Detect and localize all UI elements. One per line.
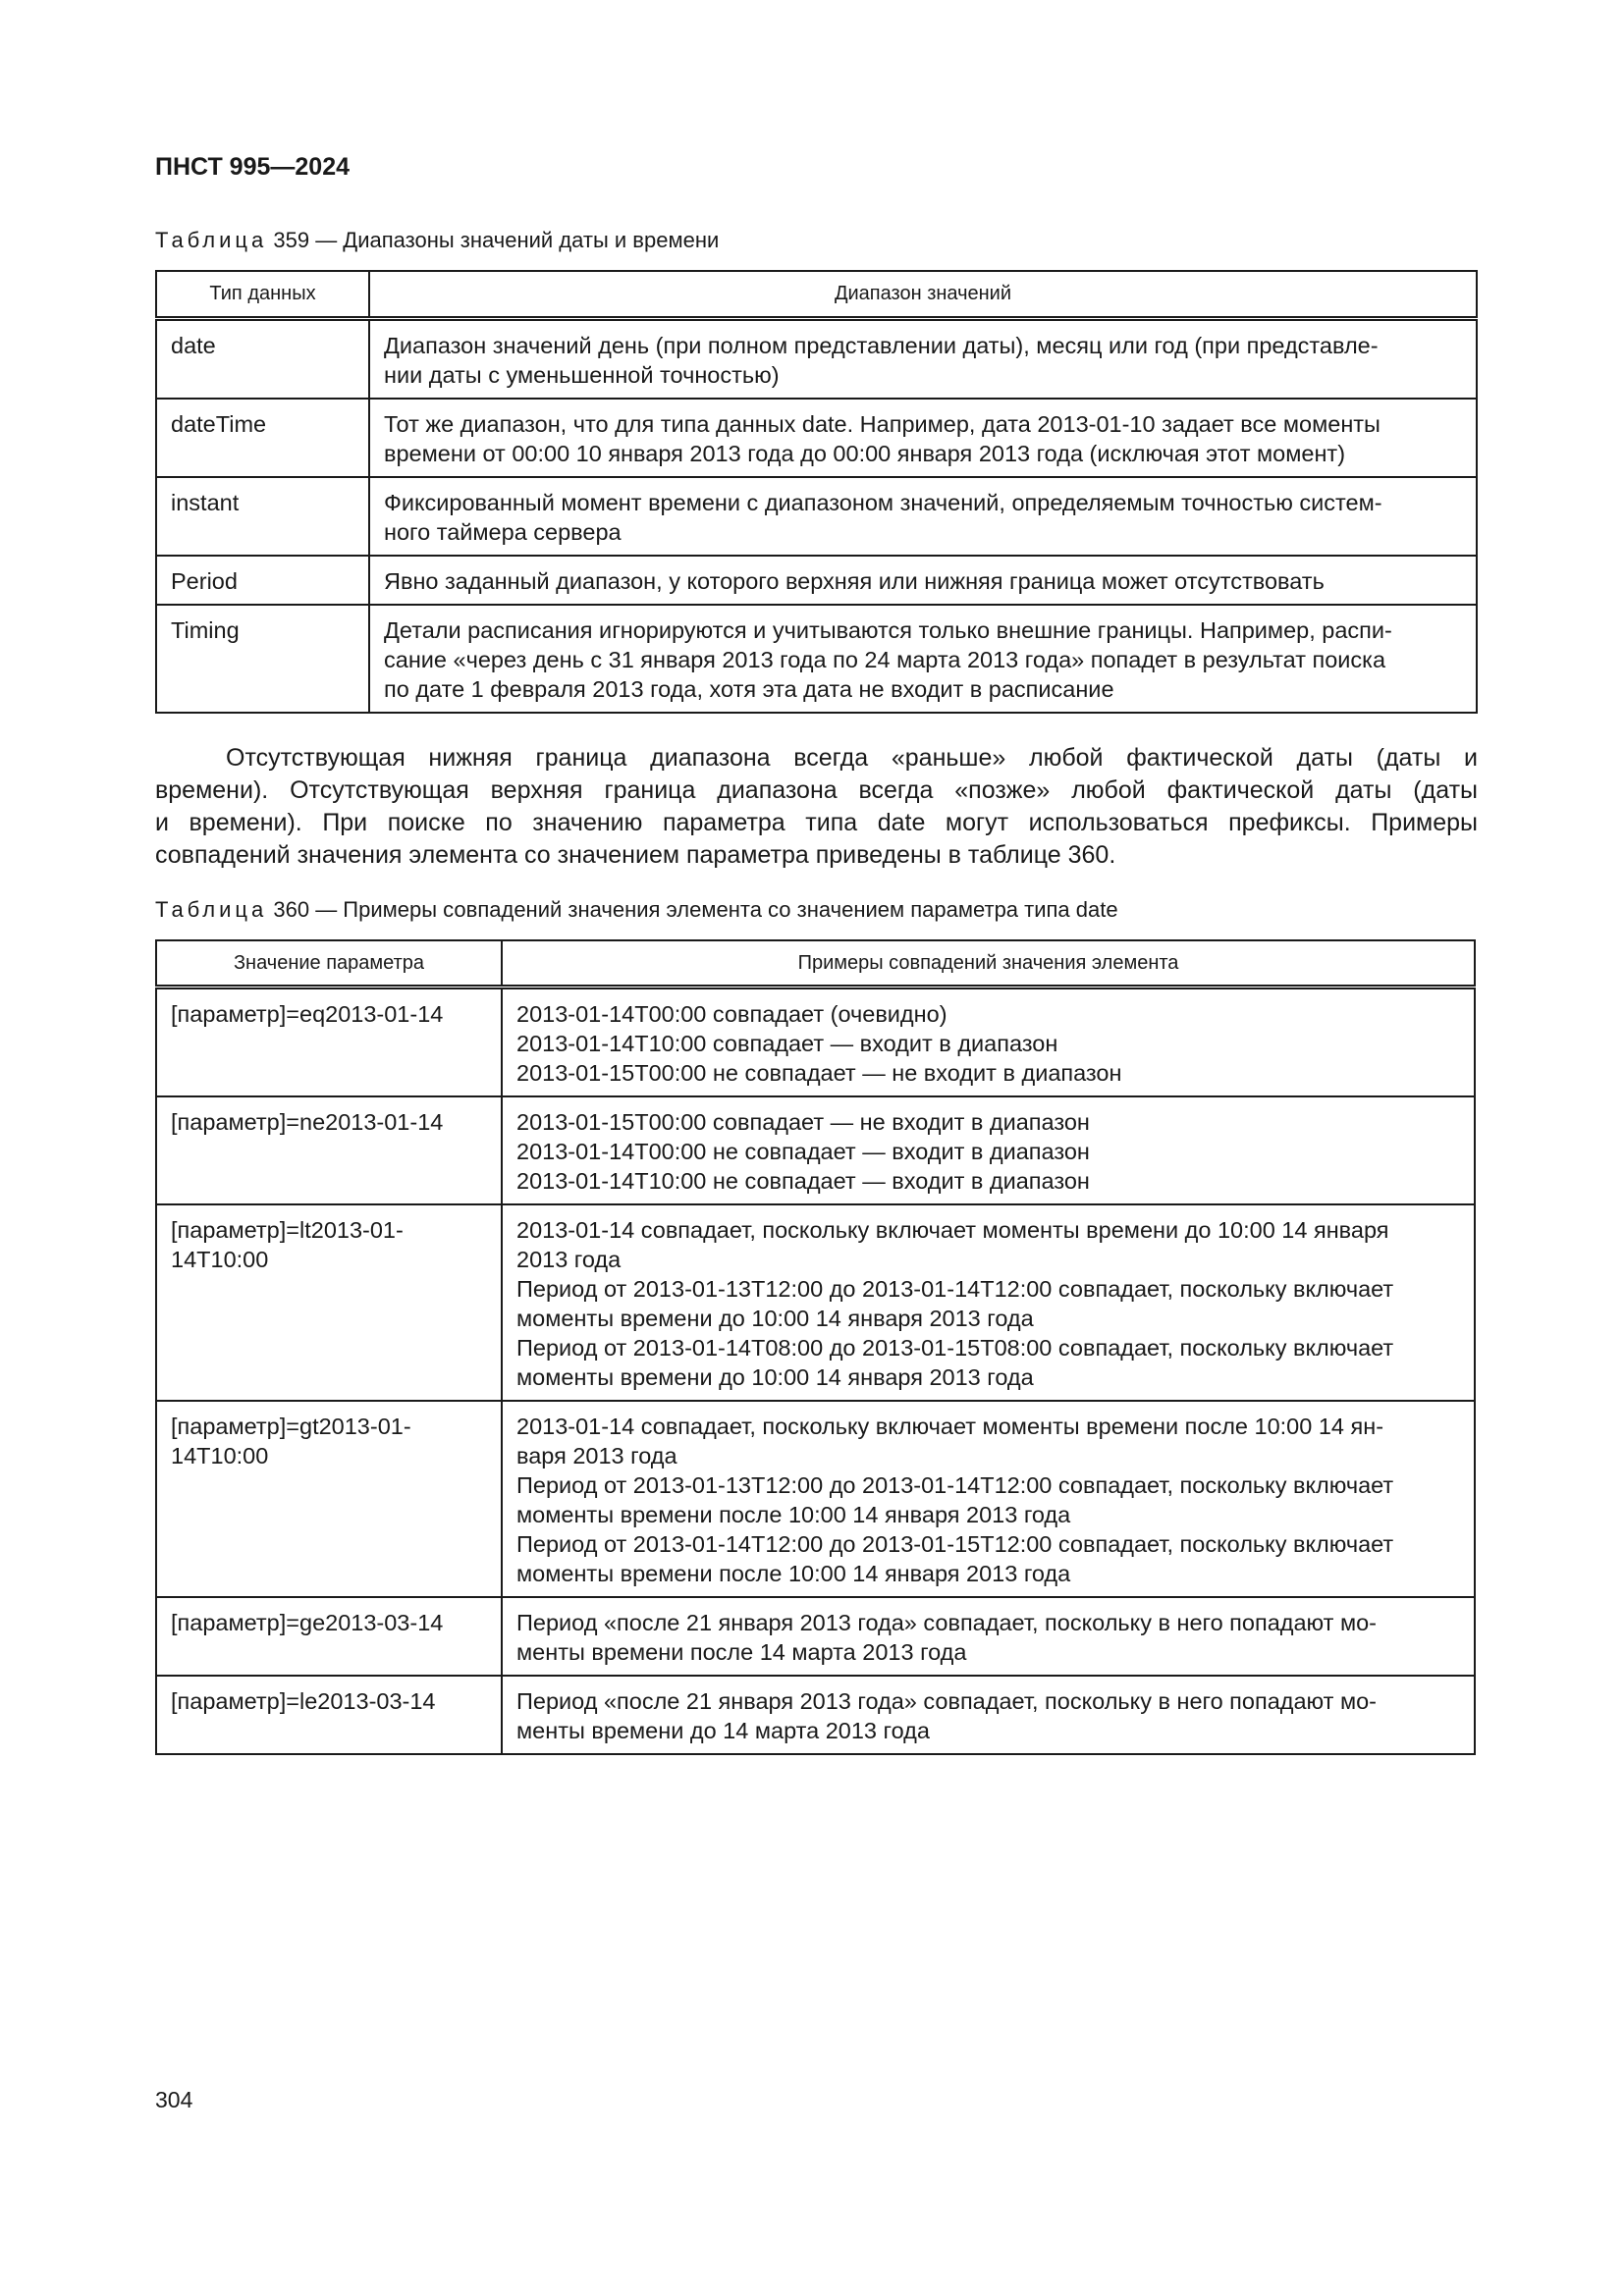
table-359 [155, 270, 1478, 714]
cell-line: 2013-01-14T00:00 совпадает (очевидно) [516, 1000, 947, 1027]
cell-line: 2013-01-14 совпадает, поскольку включает моменты времени до 10:00 14 января [516, 1216, 1389, 1243]
body-paragraph [155, 742, 1478, 872]
cell-line: Период «после 21 января 2013 года» совпадает, поскольку в него попадают мо- [516, 1609, 1378, 1635]
table-360 [155, 939, 1476, 1755]
cell-line: [параметр]=eq2013-01-14 [171, 1000, 444, 1027]
value-range-cell [369, 605, 1477, 713]
match-examples-cell [502, 1096, 1475, 1204]
cell-line: Период от 2013-01-13T12:00 до 2013-01-14T12:00 совпадает, поскольку включает [516, 1471, 1394, 1498]
table-row [156, 605, 1477, 713]
caption-label: Таблица [155, 228, 268, 252]
cell-line: моменты времени до 10:00 14 января 2013 года [516, 1305, 1034, 1331]
data-type-cell: dateTime [156, 399, 369, 477]
cell-line: Период «после 21 января 2013 года» совпадает, поскольку в него попадают мо- [516, 1687, 1378, 1714]
cell-line: времени от 00:00 10 января 2013 года до 00:00 января 2013 года (исключая этот момент) [384, 440, 1346, 466]
caption-text: 359 — Диапазоны значений даты и времени [267, 228, 720, 252]
value-range-cell [369, 477, 1477, 556]
paragraph-line: Отсутствующая нижняя граница диапазона всегда «раньше» любой фактической даты (даты и [226, 744, 1478, 772]
cell-line: 14T10:00 [171, 1442, 269, 1468]
cell-line: Диапазон значений день (при полном представлении даты), месяц или год (при представле- [384, 332, 1379, 358]
cell-line: [параметр]=gt2013-01- [171, 1413, 411, 1439]
parameter-value-cell [156, 1096, 502, 1204]
table-row [156, 1204, 1475, 1401]
cell-line: 2013-01-14 совпадает, поскольку включает моменты времени после 10:00 14 ян- [516, 1413, 1384, 1439]
cell-line: нии даты с уменьшенной точностью) [384, 361, 780, 388]
data-type-cell: date [156, 318, 369, 399]
table-359-caption [155, 228, 719, 253]
caption-text: 360 — Примеры совпадений значения элемента со значением параметра типа date [267, 897, 1118, 922]
cell-line: [параметр]=lt2013-01- [171, 1216, 404, 1243]
column-header-parameter: Значение параметра [156, 940, 502, 987]
cell-line: 2013-01-14T10:00 не совпадает — входит в диапазон [516, 1167, 1090, 1194]
cell-line: 2013-01-14T10:00 совпадает — входит в диапазон [516, 1030, 1058, 1056]
cell-line: Период от 2013-01-13T12:00 до 2013-01-14T12:00 совпадает, поскольку включает [516, 1275, 1394, 1302]
cell-line: Явно заданный диапазон, у которого верхняя или нижняя граница может отсутствовать [384, 567, 1325, 594]
match-examples-cell [502, 987, 1475, 1096]
cell-line: Период от 2013-01-14T08:00 до 2013-01-15T08:00 совпадает, поскольку включает [516, 1334, 1394, 1361]
paragraph-line: времени). Отсутствующая верхняя граница диапазона всегда «позже» любой фактической даты (даты [155, 776, 1478, 804]
table-360-caption [155, 897, 1118, 923]
cell-line: ного таймера сервера [384, 518, 622, 545]
cell-line: менты времени после 14 марта 2013 года [516, 1638, 967, 1665]
cell-line: 2013-01-15T00:00 не совпадает — не входит в диапазон [516, 1059, 1122, 1086]
table-row [156, 399, 1477, 477]
table-row [156, 1597, 1475, 1676]
parameter-value-cell [156, 1204, 502, 1401]
table-row [156, 1401, 1475, 1597]
cell-line: 2013 года [516, 1246, 622, 1272]
parameter-value-cell [156, 1597, 502, 1676]
cell-line: 2013-01-15T00:00 совпадает — не входит в диапазон [516, 1108, 1090, 1135]
cell-line: моменты времени после 10:00 14 января 2013 года [516, 1501, 1071, 1527]
match-examples-cell [502, 1676, 1475, 1754]
cell-line: по дате 1 февраля 2013 года, хотя эта дата не входит в расписание [384, 675, 1114, 702]
cell-line: 14T10:00 [171, 1246, 269, 1272]
paragraph-line: совпадений значения элемента со значением параметра приведены в таблице 360. [155, 841, 1116, 869]
parameter-value-cell [156, 987, 502, 1096]
table-row [156, 556, 1477, 605]
column-header-type: Тип данных [156, 271, 369, 318]
match-examples-cell [502, 1597, 1475, 1676]
cell-line: Фиксированный момент времени с диапазоном значений, определяемым точностью систем- [384, 489, 1382, 515]
data-type-cell: instant [156, 477, 369, 556]
cell-line: сание «через день с 31 января 2013 года по 24 марта 2013 года» попадет в результат поиска [384, 646, 1386, 672]
parameter-value-cell [156, 1676, 502, 1754]
table-row [156, 477, 1477, 556]
cell-line: [параметр]=ge2013-03-14 [171, 1609, 444, 1635]
cell-line: моменты времени до 10:00 14 января 2013 года [516, 1363, 1034, 1390]
cell-line: варя 2013 года [516, 1442, 677, 1468]
page-number: 304 [155, 2087, 193, 2112]
table-row [156, 987, 1475, 1096]
data-type-cell: Period [156, 556, 369, 605]
table-row [156, 1096, 1475, 1204]
table-row [156, 318, 1477, 399]
column-header-range: Диапазон значений [369, 271, 1477, 318]
cell-line: [параметр]=le2013-03-14 [171, 1687, 436, 1714]
cell-line: Тот же диапазон, что для типа данных date. Например, дата 2013-01-10 задает все моменты [384, 410, 1380, 437]
cell-line: 2013-01-14T00:00 не совпадает — входит в диапазон [516, 1138, 1090, 1164]
parameter-value-cell [156, 1401, 502, 1597]
value-range-cell [369, 556, 1477, 605]
match-examples-cell [502, 1401, 1475, 1597]
document-code: ПНСТ 995—2024 [155, 153, 350, 181]
cell-line: менты времени до 14 марта 2013 года [516, 1717, 930, 1743]
match-examples-cell [502, 1204, 1475, 1401]
cell-line: моменты времени после 10:00 14 января 2013 года [516, 1560, 1071, 1586]
value-range-cell [369, 318, 1477, 399]
caption-label: Таблица [155, 897, 268, 922]
cell-line: Период от 2013-01-14T12:00 до 2013-01-15T12:00 совпадает, поскольку включает [516, 1530, 1394, 1557]
paragraph-line: и времени). При поиске по значению параметра типа date могут использоваться префиксы. Примеры [155, 809, 1478, 836]
value-range-cell [369, 399, 1477, 477]
cell-line: [параметр]=ne2013-01-14 [171, 1108, 444, 1135]
column-header-examples: Примеры совпадений значения элемента [502, 940, 1475, 987]
table-row [156, 1676, 1475, 1754]
cell-line: Детали расписания игнорируются и учитываются только внешние границы. Например, распи- [384, 616, 1392, 643]
data-type-cell: Timing [156, 605, 369, 713]
